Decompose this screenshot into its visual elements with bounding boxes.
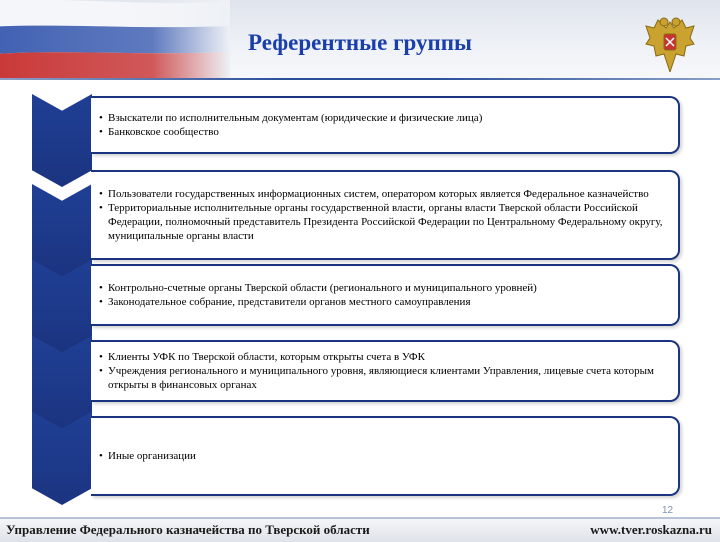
list-item: • Территориальные исполнительные органы государственной власти, органы власти Тверской области Российской Федерации, полномочный представитель Президента Российской Федерации по Центральному Федеральному округу, муниципальные органы власти [99,201,668,243]
header-band [0,0,720,80]
group-list-2 [99,187,668,243]
list-item: • Законодательное собрание, представители органов местного самоуправления [99,295,668,309]
list-item: • Контрольно-счетные органы Тверской области (регионального и муниципального уровней) [99,281,668,295]
header-divider [0,78,720,80]
footer-organization: Управление Федерального казначейства по Тверской области [6,522,370,537]
group-box-4 [91,340,680,402]
list-item: • Пользователи государственных информационных систем, оператором которых является Федеральное казначейство [99,187,668,201]
double-headed-eagle-emblem-icon [644,14,696,72]
list-item: • Взыскатели по исполнительным документам (юридические и физические лица) [99,111,668,125]
list-item: • Клиенты УФК по Тверской области, которым открыты счета в УФК [99,350,668,364]
group-list-3 [99,281,668,309]
group-list-5 [99,449,668,463]
footer-bar [0,517,720,542]
list-item: • Учреждения регионального и муниципального уровня, являющиеся клиентами Управления, лицевые счета которым открыты в финансовых органах [99,364,668,392]
footer-website-link[interactable]: www.tver.roskazna.ru [590,522,712,537]
group-box-2 [91,170,680,260]
group-list-4 [99,350,668,392]
page-title: Референтные группы [248,30,472,55]
chevron-marker-2 [32,184,92,277]
list-item: • Иные организации [99,449,668,463]
group-box-5 [91,416,680,496]
group-list-1 [99,111,668,139]
group-box-1 [91,96,680,154]
group-box-3 [91,264,680,326]
chevron-marker-1 [32,94,92,187]
list-item: • Банковское сообщество [99,125,668,139]
page-number: 12 [662,505,674,516]
